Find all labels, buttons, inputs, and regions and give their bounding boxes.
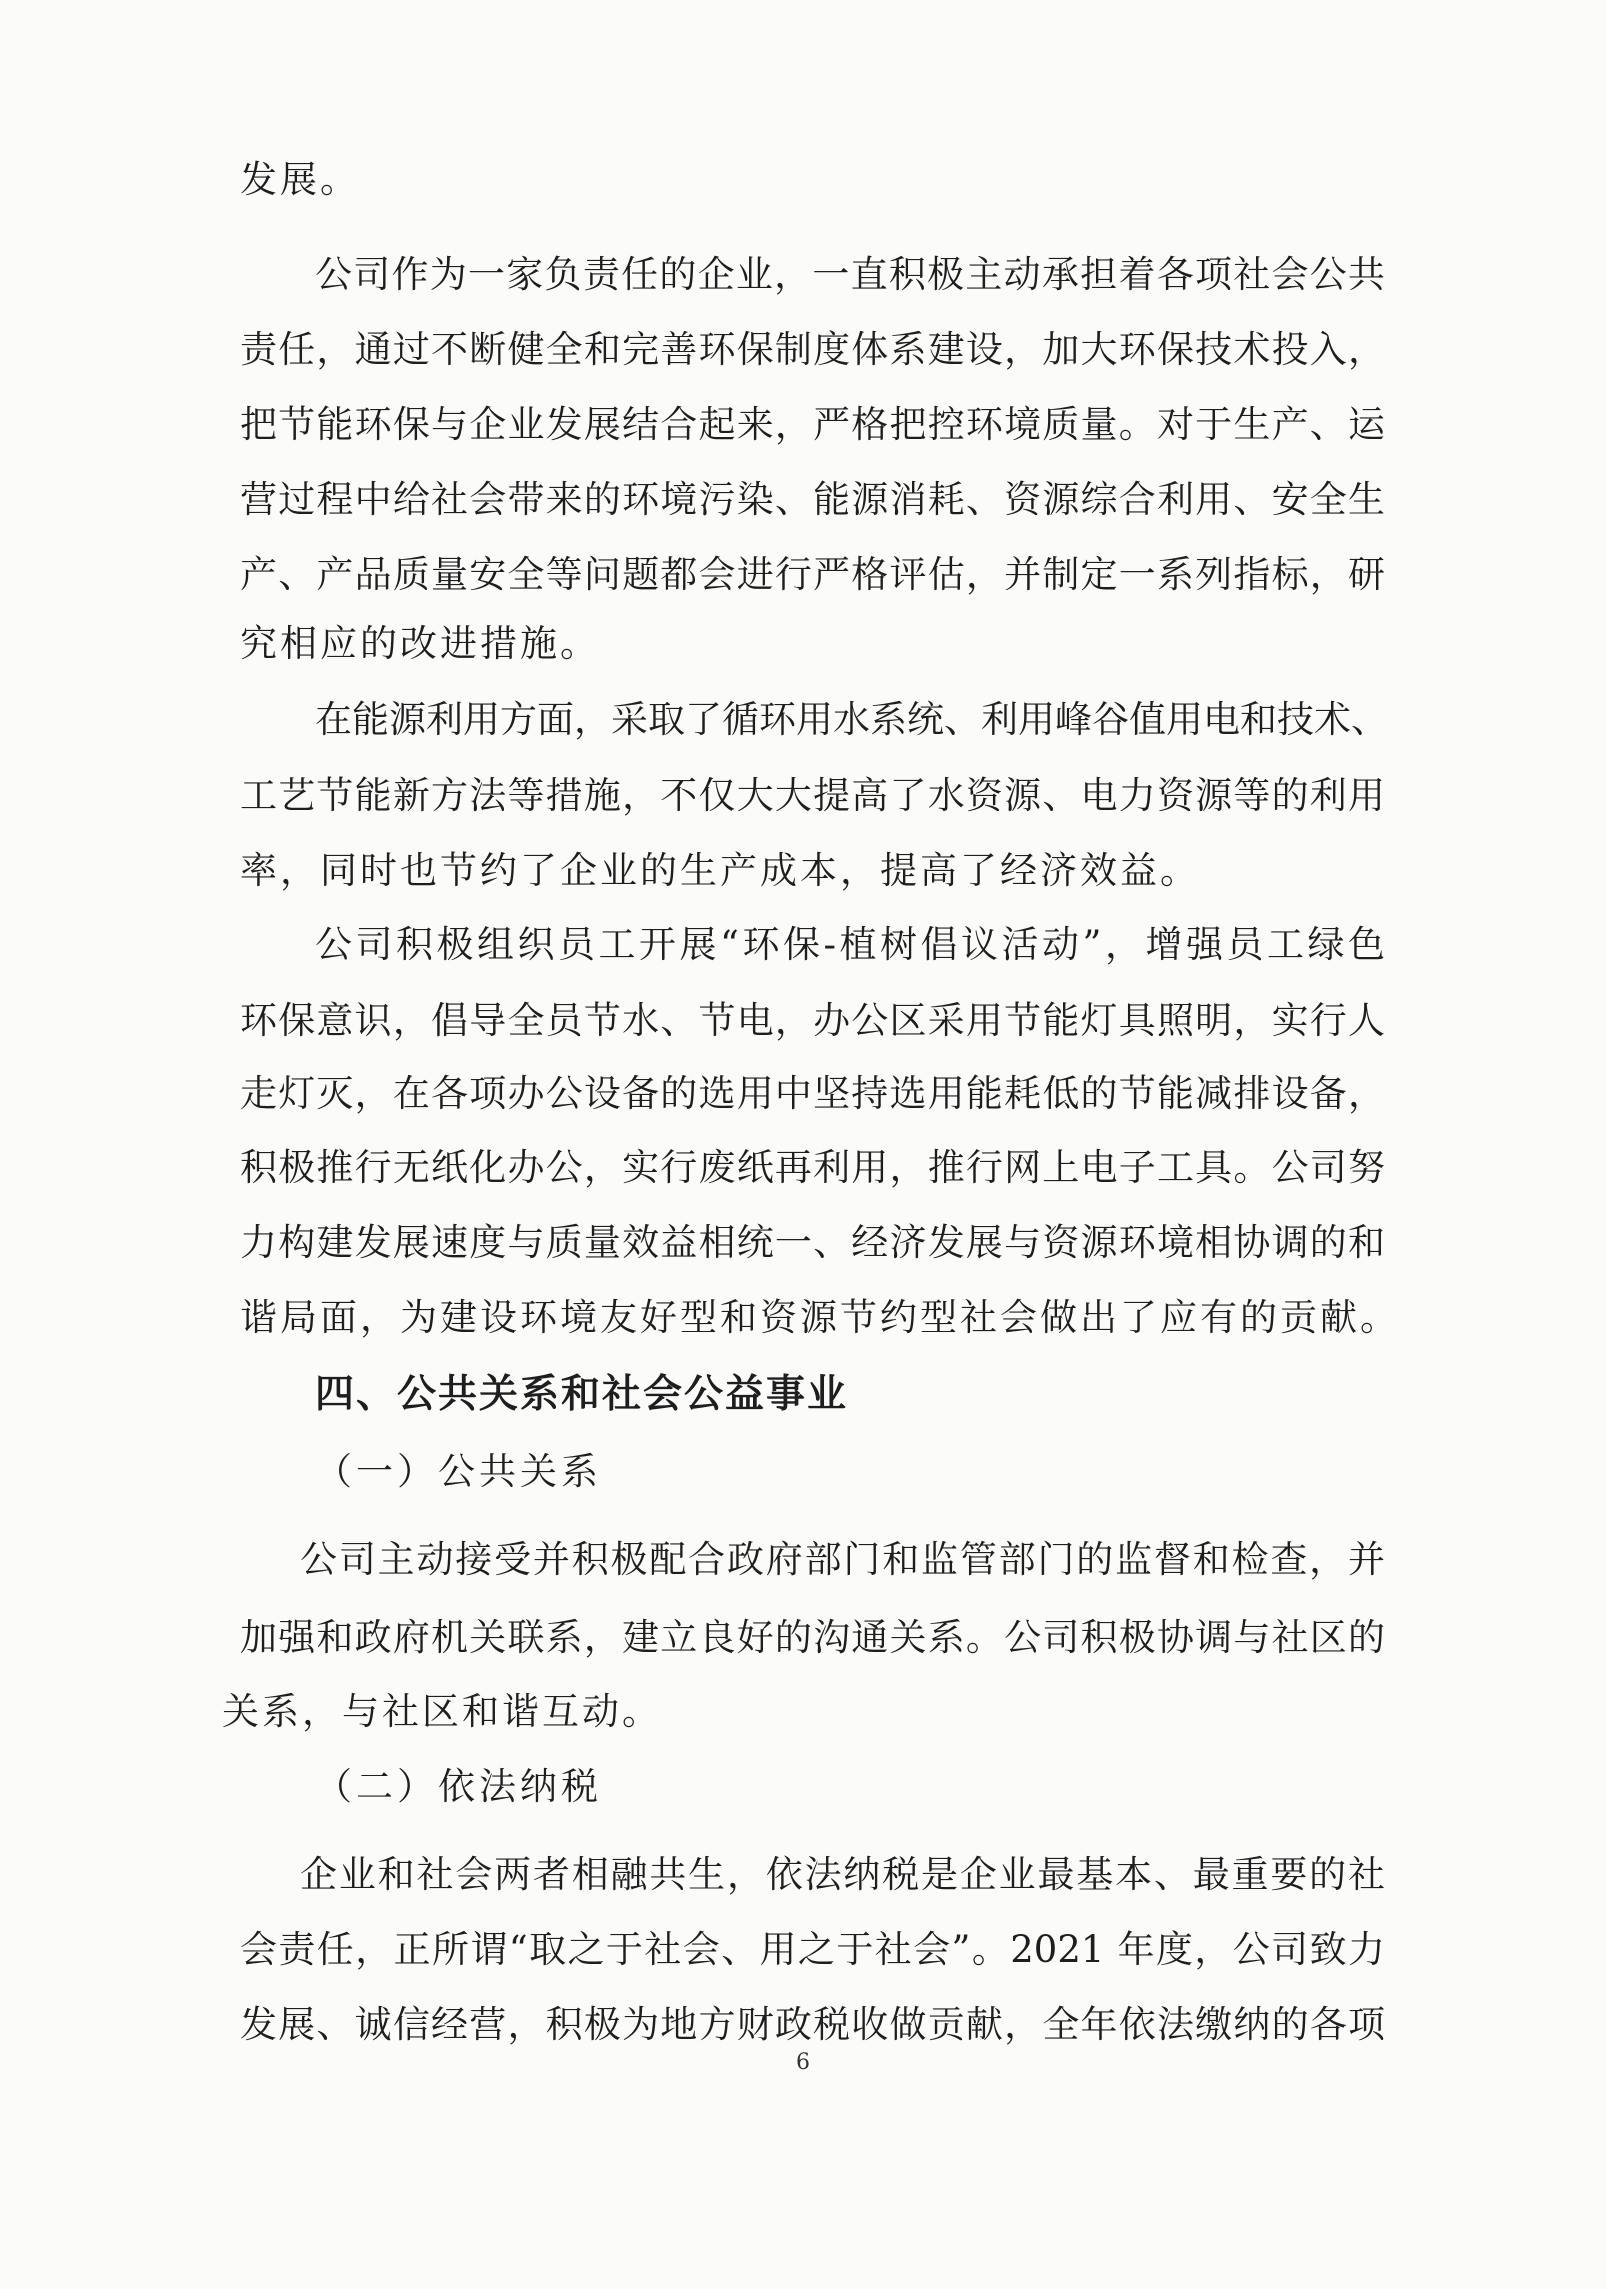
text-line: 加强和政府机关联系，建立良好的沟通关系。公司积极协调与社区的 <box>240 1616 1385 1659</box>
text-line: 公司主动接受并积极配合政府部门和监管部门的监督和检查，并 <box>300 1538 1385 1581</box>
text-line: 在能源利用方面，采取了循环用水系统、利用峰谷值用电和技术、 <box>315 698 1388 741</box>
text-line: 率，同时也节约了企业的生产成本，提高了经济效益。 <box>240 849 1200 892</box>
text-line: 产、产品质量安全等问题都会进行严格评估，并制定一系列指标，研 <box>240 553 1385 596</box>
text-line: 究相应的改进措施。 <box>240 622 600 665</box>
text-line: 会责任，正所谓“取之于社会、用之于社会”。2021 年度，公司致力 <box>240 1928 1385 1971</box>
text-line: 发展。 <box>240 158 360 201</box>
text-line: 公司积极组织员工开展“环保-植树倡议活动”，增强员工绿色 <box>315 923 1385 966</box>
text-line: 把节能环保与企业发展结合起来，严格把控环境质量。对于生产、运 <box>240 403 1385 446</box>
text-line: 关系，与社区和谐互动。 <box>222 1690 662 1733</box>
text-line: 谐局面，为建设环境友好型和资源节约型社会做出了应有的贡献。 <box>240 1296 1400 1339</box>
text-line: 积极推行无纸化办公，实行废纸再利用，推行网上电子工具。公司努 <box>240 1146 1385 1189</box>
text-line: 环保意识，倡导全员节水、节电，办公区采用节能灯具照明，实行人 <box>240 999 1385 1042</box>
text-line: 公司作为一家负责任的企业，一直积极主动承担着各项社会公共 <box>315 253 1385 296</box>
text-line: 责任，通过不断健全和完善环保制度体系建设，加大环保技术投入， <box>240 328 1385 371</box>
text-line: 走灯灭，在各项办公设备的选用中坚持选用能耗低的节能减排设备， <box>240 1072 1385 1115</box>
subsection-heading: （二）依法纳税 <box>315 1765 602 1808</box>
page-number: 6 <box>796 2050 810 2075</box>
text-line: 企业和社会两者相融共生，依法纳税是企业最基本、最重要的社 <box>300 1853 1385 1896</box>
section-heading: 四、公共关系和社会公益事业 <box>315 1372 849 1417</box>
text-line: 发展、诚信经营，积极为地方财政税收做贡献，全年依法缴纳的各项 <box>240 2003 1385 2046</box>
text-line: 力构建发展速度与质量效益相统一、经济发展与资源环境相协调的和 <box>240 1221 1385 1264</box>
subsection-heading: （一）公共关系 <box>315 1450 602 1493</box>
text-line: 营过程中给社会带来的环境污染、能源消耗、资源综合利用、安全生 <box>240 478 1385 521</box>
text-line: 工艺节能新方法等措施，不仅大大提高了水资源、电力资源等的利用 <box>240 774 1385 817</box>
